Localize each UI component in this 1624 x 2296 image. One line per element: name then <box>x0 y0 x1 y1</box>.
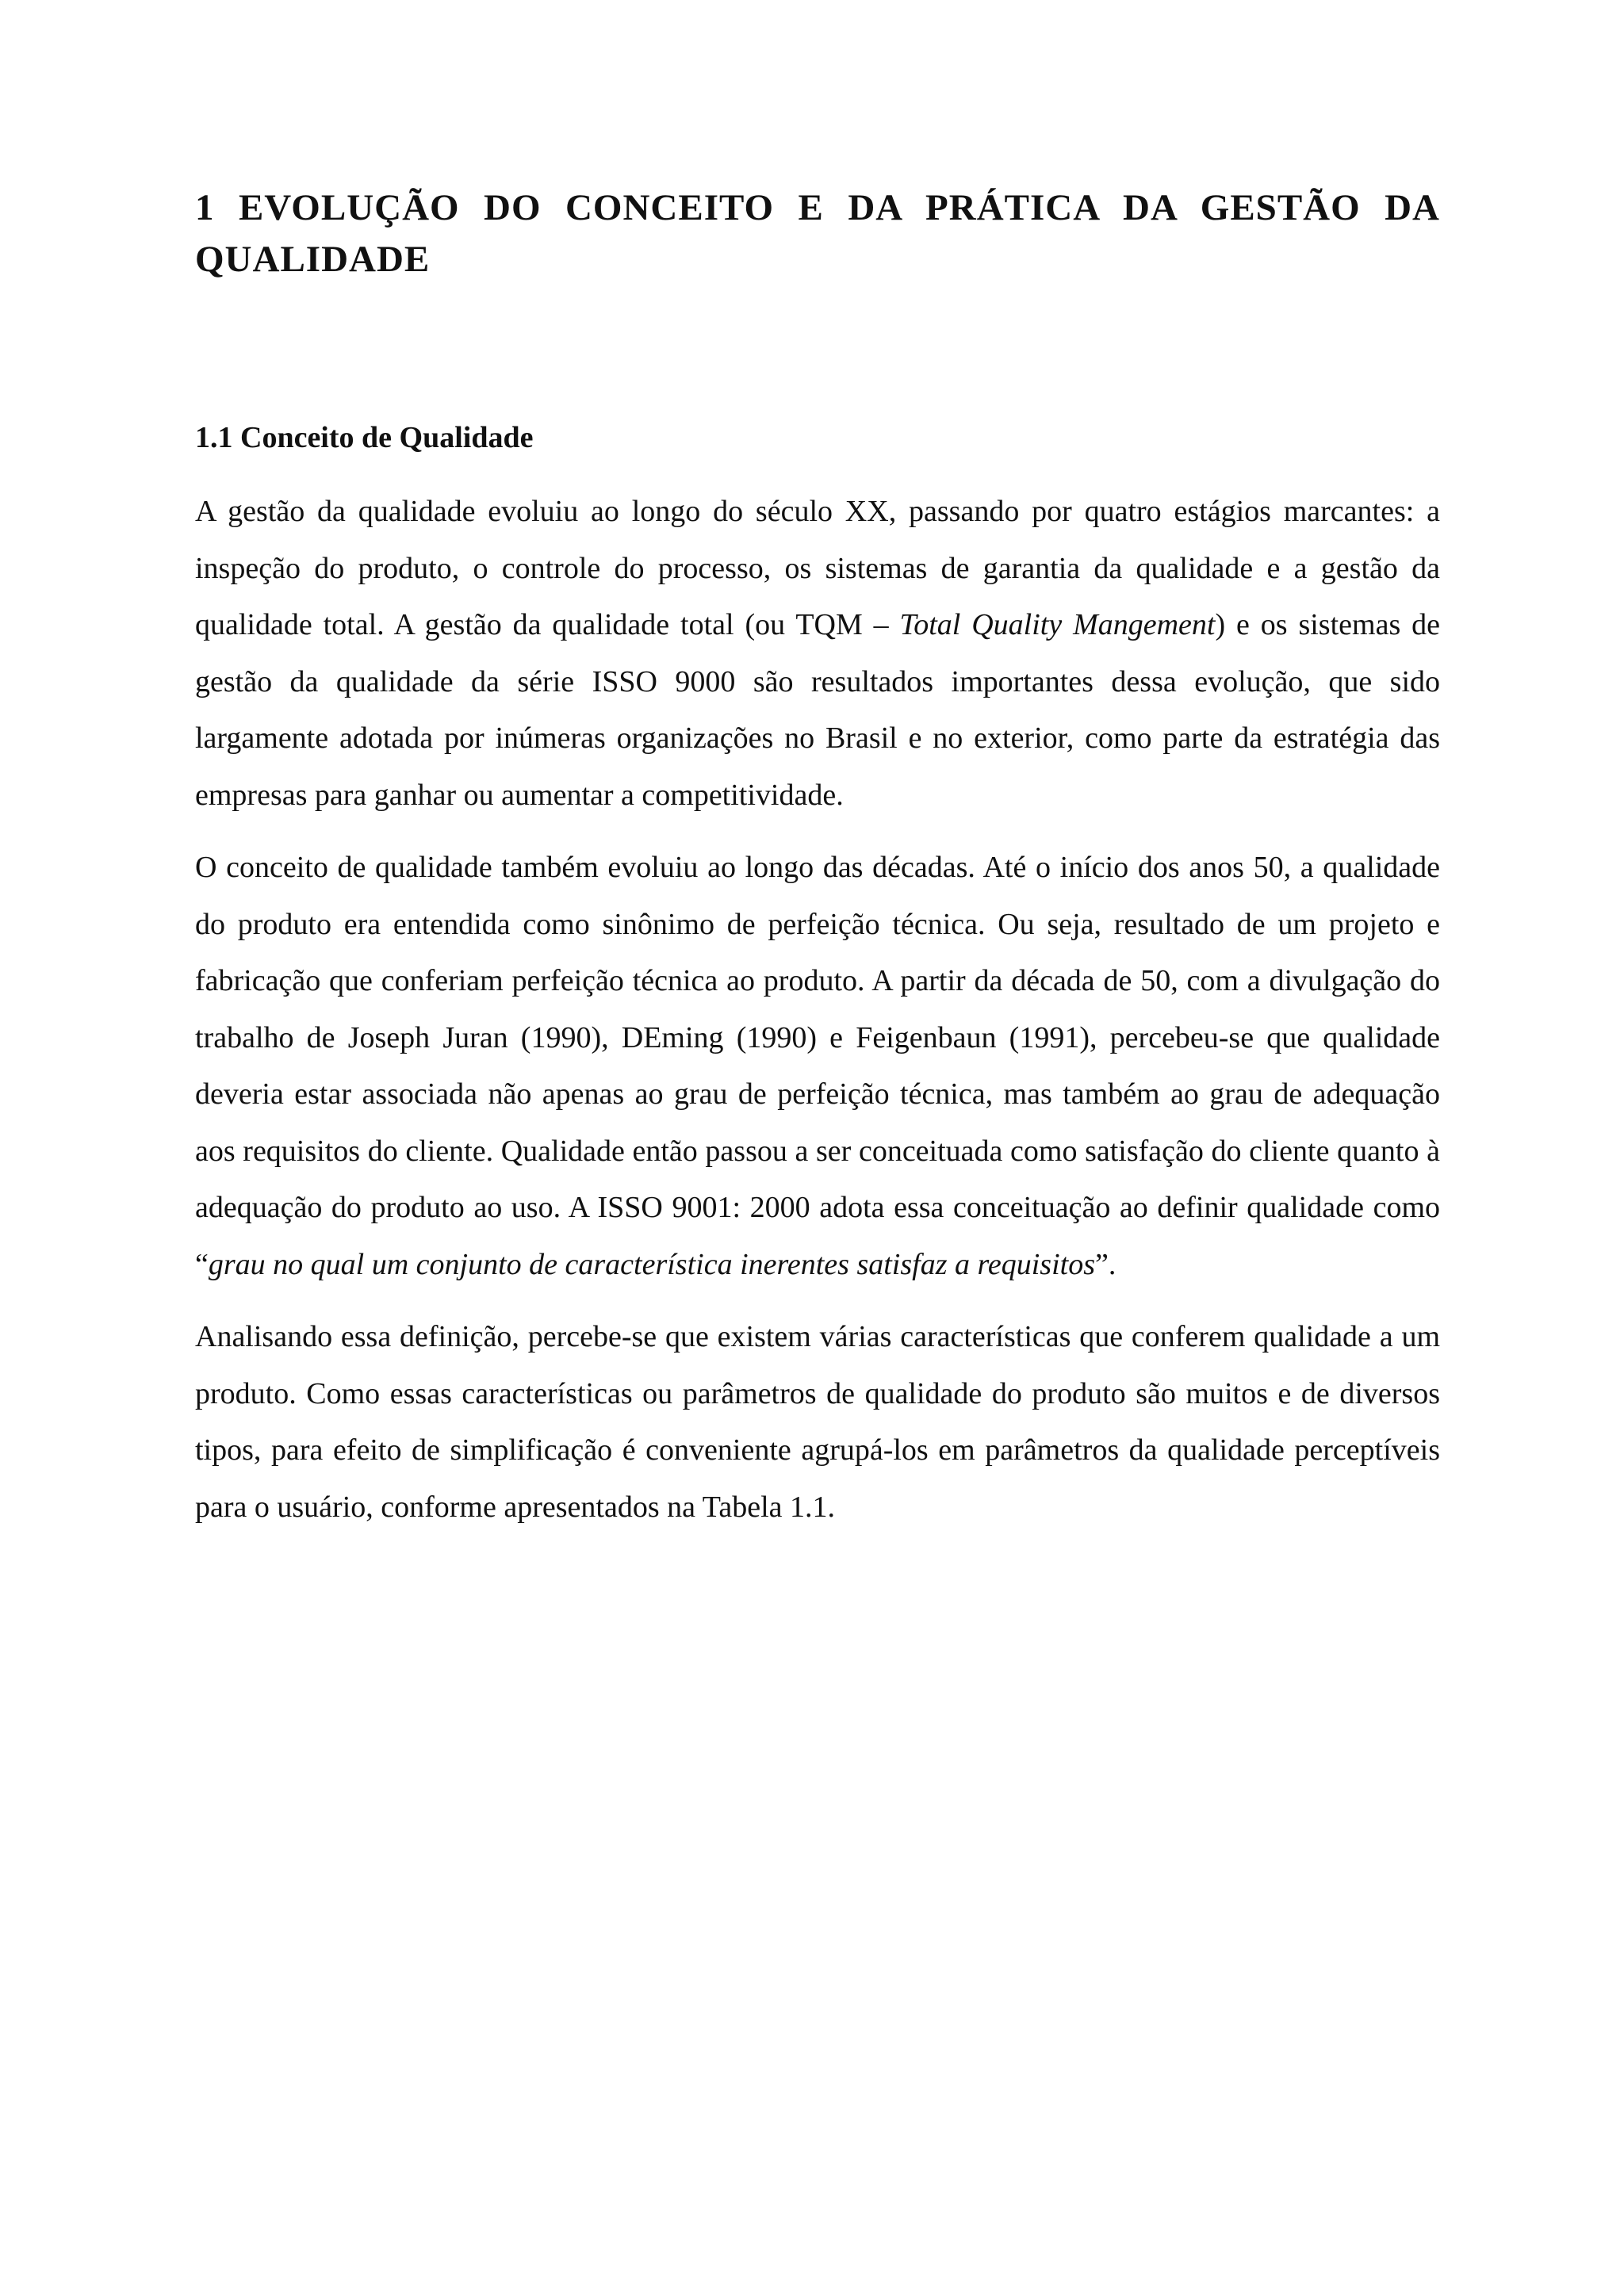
section-title: 1.1 Conceito de Qualidade <box>195 421 534 454</box>
paragraph-2-text-b: ”. <box>1094 1247 1116 1281</box>
chapter-title: 1 EVOLUÇÃO DO CONCEITO E DA PRÁTICA DA GESTÃO DA QUALIDADE <box>195 187 1440 280</box>
paragraph-1-text-b: ) e os sistemas de gestão da qualidade da série ISSO 9000 são resultados importantes dessa evolução, que sido largamente adotada por inúmeras organizações no Brasil e no exterior, como parte da estratégia das empresas para ganhar ou aumentar a competitividade. <box>195 608 1440 812</box>
paragraph-2 <box>195 840 1440 1293</box>
paragraph-2-text-a: O conceito de qualidade também evoluiu ao longo das décadas. Até o início dos anos 50, a qualidade do produto era entendida como sinônimo de perfeição técnica. Ou seja, resultado de um projeto e fabricação que conferiam perfeição técnica ao produto. A partir da década de 50, com a divulgação do trabalho de Joseph Juran (1990), DEming (1990) e Feigenbaun (1991), percebeu-se que qualidade deveria estar associada não apenas ao grau de perfeição técnica, mas também ao grau de adequação aos requisitos do cliente. Qualidade então passou a ser conceituada como satisfação do cliente quanto à adequação do produto ao uso. A ISSO 9001: 2000 adota essa conceituação ao definir qualidade como “ <box>195 851 1440 1281</box>
paragraph-1 <box>195 484 1440 824</box>
document-body <box>195 484 1440 1552</box>
paragraph-1-text-a: A gestão da qualidade evoluiu ao longo do século XX, passando por quatro estágios marcantes: a inspeção do produto, o controle do processo, os sistemas de garantia da qualidade e a gestão da qualidade total. A gestão da qualidade total (ou TQM – <box>195 495 1440 641</box>
paragraph-2-italic-quote: grau no qual um conjunto de característica inerentes satisfaz a requisitos <box>208 1247 1095 1281</box>
paragraph-3: Analisando essa definição, percebe-se que existem várias características que conferem qualidade a um produto. Como essas características ou parâmetros de qualidade do produto são muitos e de diversos tipos, para efeito de simplificação é conveniente agrupá-los em parâmetros da qualidade perceptíveis para o usuário, conforme apresentados na Tabela 1.1. <box>195 1320 1440 1524</box>
paragraph-1-italic: Total Quality Mangement <box>899 608 1216 641</box>
